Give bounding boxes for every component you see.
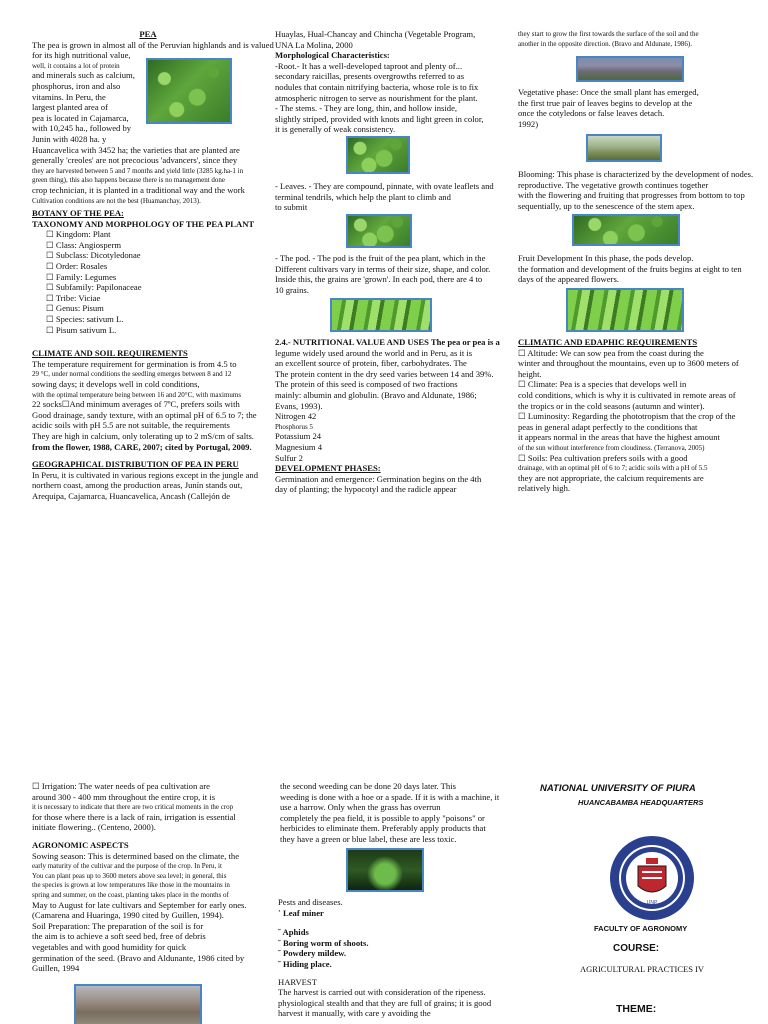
pea-leaves-photo bbox=[346, 214, 412, 248]
harvest-heading: HARVEST bbox=[278, 976, 317, 987]
pest-item: ˘ Boring worm of shoots. bbox=[278, 937, 369, 948]
col3-blooming bbox=[518, 170, 763, 212]
text-line: You can plant peas up to 3600 meters above sea level; in general, this bbox=[32, 871, 227, 880]
climate-soil-heading: CLIMATE AND SOIL REQUIREMENTS bbox=[32, 348, 188, 359]
text-line: and minerals such as calcium, bbox=[32, 70, 135, 81]
text-line: relatively high. bbox=[518, 483, 571, 494]
university-logo bbox=[608, 834, 696, 922]
text-line: 22 socks☐And minimum averages of 7ºC, prefers soils with bbox=[32, 399, 240, 410]
text-line: reproductive. The vegetative growth continues together bbox=[518, 179, 709, 190]
text-line: with the flowering and fruiting that progresses from bottom to top bbox=[518, 190, 745, 201]
text-line: Potassium 24 bbox=[275, 431, 322, 442]
text-line: from the flower, 1988, CARE, 2007; cited by Portugal, 2009. bbox=[32, 441, 252, 452]
text-line: ☐ Luminosity: Regarding the phototropism that the crop of the bbox=[518, 411, 736, 422]
text-line: - The stems. - They are long, thin, and hollow inside, bbox=[275, 103, 458, 114]
text-line: height. bbox=[518, 368, 542, 379]
text-line: The protein of this seed is composed of two fractions bbox=[275, 379, 458, 390]
text-line: slightly striped, provided with knots and light green in color, bbox=[275, 113, 484, 124]
text-line: weeding is done with a hoe or a spade. If it is with a machine, it bbox=[280, 791, 500, 802]
col4-bottom bbox=[32, 782, 274, 975]
text-line: around 300 - 400 mm throughout the entire crop, it is bbox=[32, 791, 216, 802]
text-line: to submit bbox=[275, 202, 308, 213]
list-item: ☐ Kingdom: Plant bbox=[46, 229, 111, 240]
text-line: the first true pair of leaves begins to develop at the bbox=[518, 97, 693, 108]
text-line: May to August for late cultivars and September for early ones. bbox=[32, 899, 247, 910]
text-line: secondary raicillas, presents overgrowths referred to as bbox=[275, 71, 465, 82]
col5-bottom bbox=[280, 782, 508, 846]
text-line: they start to grow the first towards the surface of the soil and the bbox=[518, 30, 699, 38]
col2-leaves bbox=[275, 182, 510, 214]
text-line: well, it contains a lot of protein bbox=[32, 61, 120, 70]
list-item: ☐ Species: sativum L. bbox=[46, 314, 124, 325]
theme-label: THEME: bbox=[616, 1003, 657, 1015]
botany-heading: BOTANY OF THE PEA: bbox=[32, 208, 124, 219]
text-line: physiological stealth and that they are full of grains; it is good bbox=[278, 997, 492, 1008]
text-line: Arequipa, Cajamarca, Huancavelica, Ancash (Callejón de bbox=[32, 490, 231, 501]
list-item: ☐ Pisum sativum L. bbox=[46, 324, 117, 335]
text-line: Sulfur 2 bbox=[275, 452, 303, 463]
text-line: largest planted area of bbox=[32, 102, 108, 113]
text-line: herbicides to eliminate them. Preferably apply products that bbox=[280, 823, 486, 834]
weeding-photo bbox=[346, 848, 424, 892]
dev-heading: DEVELOPMENT PHASES: bbox=[275, 463, 381, 474]
text-line: cold conditions, which is why it is cultivated in remote areas of bbox=[518, 389, 736, 400]
text-line: Inside this, the grains are 'grown'. In each pod, there are 4 to bbox=[275, 274, 483, 285]
text-line: green thing), this also happens because there is no management done bbox=[32, 176, 226, 185]
text-line: Junin with 4028 ha. y bbox=[32, 133, 107, 144]
list-item: ☐ Class: Angiosperm bbox=[46, 239, 122, 250]
text-line: Cultivation conditions are not the best (Huamanchay, 2013). bbox=[32, 196, 201, 205]
text-line: -Root.- It has a well-developed taproot and plenty of... bbox=[275, 60, 463, 71]
text-line: for those where there is a lack of rain, irrigation is essential bbox=[32, 811, 236, 822]
faculty-title: FACULTY OF AGRONOMY bbox=[594, 924, 688, 933]
col2-top bbox=[275, 30, 505, 136]
text-line: They are high in calcium, only tolerating up to 2 mS/cm of salts. bbox=[32, 430, 254, 441]
text-line: Different cultivars vary in terms of their size, shape, and color. bbox=[275, 263, 491, 274]
text-line: Soil Preparation: The preparation of the soil is for bbox=[32, 920, 204, 931]
nutrition-heading: 2.4.- NUTRITIONAL VALUE AND USES The pea or pea is a bbox=[275, 337, 500, 347]
text-line: crop technician, it is planted in a traditional way and the work bbox=[32, 184, 245, 195]
text-line: harvest it manually, with care y avoiding the bbox=[278, 1008, 431, 1019]
text-line: Huaylas, Hual-Chancay and Chincha (Vegetable Program, bbox=[275, 29, 476, 39]
university-seal-icon bbox=[608, 834, 696, 922]
text-line: 1992) bbox=[518, 118, 539, 129]
text-line: for its high nutritional value, bbox=[32, 50, 131, 61]
text-line: the aim is to achieve a soft seed bed, free of debris bbox=[32, 931, 206, 942]
text-line: peas in general adapt perfectly to the conditions that bbox=[518, 421, 698, 432]
text-line: it is generally of weak consistency. bbox=[275, 124, 396, 135]
text-line: ☐ Soils: Pea cultivation prefers soils with a good bbox=[518, 452, 688, 463]
col2-nutrition bbox=[275, 338, 509, 496]
list-item: ☐ Order: Rosales bbox=[46, 261, 108, 272]
text-line: with the optimal temperature being between 16 and 20°C, with maximums bbox=[32, 390, 242, 399]
soil-preparation-photo bbox=[74, 984, 202, 1024]
pea-field-photo bbox=[576, 56, 684, 82]
text-line: nodules that contain nitrifying bacteria, whose role is to fix bbox=[275, 81, 479, 92]
text-line: spring and summer, on the coast, planting takes place in the months of bbox=[32, 890, 229, 899]
text-line: pea is located in Cajamarca, bbox=[32, 112, 129, 123]
text-line: atmospheric nitrogen to serve as nourishment for the plant. bbox=[275, 92, 478, 103]
text-line: Nitrogen 42 bbox=[275, 411, 317, 422]
text-line: Magnesium 4 bbox=[275, 441, 323, 452]
text-line: once the cotyledons or false leaves detach. bbox=[518, 108, 665, 119]
list-item: ☐ Genus: Pisum bbox=[46, 303, 104, 314]
col5-pests bbox=[278, 898, 508, 1020]
col3-vegetative bbox=[518, 88, 758, 130]
text-line: The protein content in the dry seed varies between 14 and 39%. bbox=[275, 368, 494, 379]
pea-pods-photo bbox=[330, 298, 432, 332]
text-line: sequentially, up to the senescence of the stem apex. bbox=[518, 200, 695, 211]
text-line: the second weeding can be done 20 days later. This bbox=[280, 781, 456, 791]
text-line: ☐ Climate: Pea is a species that develops well in bbox=[518, 379, 687, 390]
text-line: they are not appropriate, the calcium requirements are bbox=[518, 472, 704, 483]
pest-item: ˘ Aphids bbox=[278, 927, 309, 938]
text-line: The pea is grown in almost all of the Peruvian highlands and is valued bbox=[32, 39, 274, 50]
text-line: drainage, with an optimal pH of 6 to 7; acidic soils with a pH of 5.5 bbox=[518, 464, 708, 473]
taxonomy-heading: TAXONOMY AND MORPHOLOGY OF THE PEA PLANT bbox=[32, 218, 255, 229]
university-title: NATIONAL UNIVERSITY OF PIURA bbox=[540, 783, 696, 794]
text-line: they are harvested between 5 and 7 months and yield little (3285 kg.ha-1 in bbox=[32, 166, 244, 175]
text-line: - Leaves. - They are compound, pinnate, with ovate leaflets and bbox=[275, 181, 494, 191]
text-line: UNA La Molina, 2000 bbox=[275, 39, 353, 50]
text-line: The temperature requirement for germination is from 4.5 to bbox=[32, 358, 237, 369]
text-line: it is necessary to indicate that there are two critical moments in the crop bbox=[32, 803, 234, 812]
text-line: terminal tendrils, which help the plant to climb and bbox=[275, 191, 451, 202]
text-line: the tropics or in the cold seasons (autumn and winter). bbox=[518, 400, 705, 411]
text-line: Blooming: This phase is characterized by the development of nodes. bbox=[518, 169, 754, 179]
list-item: ☐ Subfamily: Papilonaceae bbox=[46, 282, 142, 293]
morph-heading: Morphological Characteristics: bbox=[275, 50, 390, 61]
text-line: (Camarena and Huaringa, 1990 cited by Guillen, 1994). bbox=[32, 910, 224, 921]
text-line: vitamins. In Peru, the bbox=[32, 91, 106, 102]
headquarters-title: HUANCABAMBA HEADQUARTERS bbox=[578, 798, 704, 807]
pests-heading: Pests and diseases. bbox=[278, 897, 343, 907]
pest-item: ˙ Leaf miner bbox=[278, 907, 324, 918]
course-name: AGRICULTURAL PRACTICES IV bbox=[580, 964, 705, 974]
text-line: 10 grains. bbox=[275, 284, 309, 295]
climatic-edaphic-heading: CLIMATIC AND EDAPHIC REQUIREMENTS bbox=[518, 337, 698, 347]
text-line: vegetables and with good humidity for quick bbox=[32, 941, 187, 952]
text-line: Phosphorus 5 bbox=[275, 422, 313, 431]
list-item: ☐ Family: Legumes bbox=[46, 271, 117, 282]
text-line: day of planting; the hypocotyl and the radicle appear bbox=[275, 484, 457, 495]
text-line: with 10,245 ha., followed by bbox=[32, 123, 132, 134]
text-line: initiate flowering.. (Centeno, 2000). bbox=[32, 822, 156, 833]
text-line: Evans, 1993). bbox=[275, 400, 323, 411]
svg-text:UNP: UNP bbox=[646, 900, 658, 906]
geo-heading: GEOGRAPHICAL DISTRIBUTION OF PEA IN PERU bbox=[32, 459, 239, 470]
text-line: an excellent source of protein, fiber, carbohydrates. The bbox=[275, 358, 467, 369]
text-line: Fruit Development In this phase, the pods develop. bbox=[518, 253, 694, 263]
text-line: northern coast, among the production areas, Junín stands out, bbox=[32, 480, 243, 491]
text-line: the species is grown at low temperatures like those in the mountains in bbox=[32, 881, 230, 890]
text-line: 29 °C, under normal conditions the seedling emerges between 8 and 12 bbox=[32, 370, 232, 379]
text-line: use a harrow. Only when the grass has overrun bbox=[280, 802, 441, 813]
text-line: sowing days; it develops well in cold conditions, bbox=[32, 379, 200, 389]
text-line: phosphorus, iron and also bbox=[32, 80, 121, 91]
text-line: another in the opposite direction. (Bravo and Aldunate, 1986). bbox=[518, 39, 692, 48]
text-line: they have a green or blue label, these are less toxic. bbox=[280, 833, 457, 844]
col3-climatic bbox=[518, 338, 763, 495]
col2-pod bbox=[275, 254, 505, 296]
text-line: germination of the seed. (Bravo and Aldunante, 1986 cited by bbox=[32, 952, 245, 963]
pea-sprout-photo bbox=[586, 134, 662, 162]
pea-bloom-photo bbox=[572, 214, 680, 246]
text-line: mainly: albumin and globulin. (Bravo and Aldunate, 1986; bbox=[275, 389, 477, 400]
pea-stem-photo bbox=[346, 136, 410, 174]
text-line: Guillen, 1994 bbox=[32, 963, 80, 974]
text-line: completely the pea field, it is possible to apply "poisons" or bbox=[280, 812, 485, 823]
col3-top bbox=[518, 30, 758, 49]
text-line: In Peru, it is cultivated in various regions except in the jungle and bbox=[32, 469, 259, 480]
text-line: days of the appeared flowers. bbox=[518, 274, 619, 285]
text-line: winter and throughout the mountains, even up to 3600 meters of bbox=[518, 358, 739, 369]
text-line: ☐ Irrigation: The water needs of pea cultivation are bbox=[32, 781, 210, 791]
text-line: acidic soils with pH 5.5 are not suitable, the requirements bbox=[32, 420, 230, 431]
text-line: The harvest is carried out with consideration of the ripeness. bbox=[278, 987, 486, 998]
pea-fruit-photo bbox=[566, 288, 684, 332]
taxonomy-list bbox=[46, 230, 274, 335]
text-line: Good drainage, sandy texture, with an optimal pH of 6.5 to 7; the bbox=[32, 409, 257, 420]
text-line: it appears normal in the areas that have the highest amount bbox=[518, 432, 720, 443]
pest-item: ˘ Hiding place. bbox=[278, 958, 332, 969]
list-item: ☐ Tribe: Viciae bbox=[46, 292, 101, 303]
text-line: early maturity of the cultivar and the purpose of the crop. In Peru, it bbox=[32, 862, 222, 871]
text-line: Vegetative phase: Once the small plant has emerged, bbox=[518, 87, 699, 97]
col3-fruit bbox=[518, 254, 763, 286]
pea-title: PEA bbox=[139, 29, 157, 39]
text-line: legume widely used around the world and in Peru, as it is bbox=[275, 347, 473, 358]
pest-item: ˘ Powdery mildew. bbox=[278, 948, 347, 959]
course-label: COURSE: bbox=[613, 943, 660, 954]
agronomic-heading: AGRONOMIC ASPECTS bbox=[32, 839, 129, 850]
pea-plant-photo bbox=[146, 58, 232, 124]
text-line: generally 'creoles' are not precocious 'advancers', since they bbox=[32, 155, 238, 166]
text-line: Huancavelica with 3452 ha; the varieties that are planted are bbox=[32, 144, 240, 155]
list-item: ☐ Subclass: Dicotyledonae bbox=[46, 250, 141, 261]
text-line: of the sun without interference from cloudiness. (Terranova, 2005) bbox=[518, 443, 705, 452]
text-line: ☐ Altitude: We can sow pea from the coast during the bbox=[518, 347, 704, 358]
text-line: Germination and emergence: Germination begins on the 4th bbox=[275, 473, 482, 484]
text-line: - The pod. - The pod is the fruit of the pea plant, which in the bbox=[275, 253, 486, 263]
text-line: the formation and development of the fruits begins at eight to ten bbox=[518, 263, 742, 274]
text-line: Sowing season: This is determined based on the climate, the bbox=[32, 850, 240, 861]
